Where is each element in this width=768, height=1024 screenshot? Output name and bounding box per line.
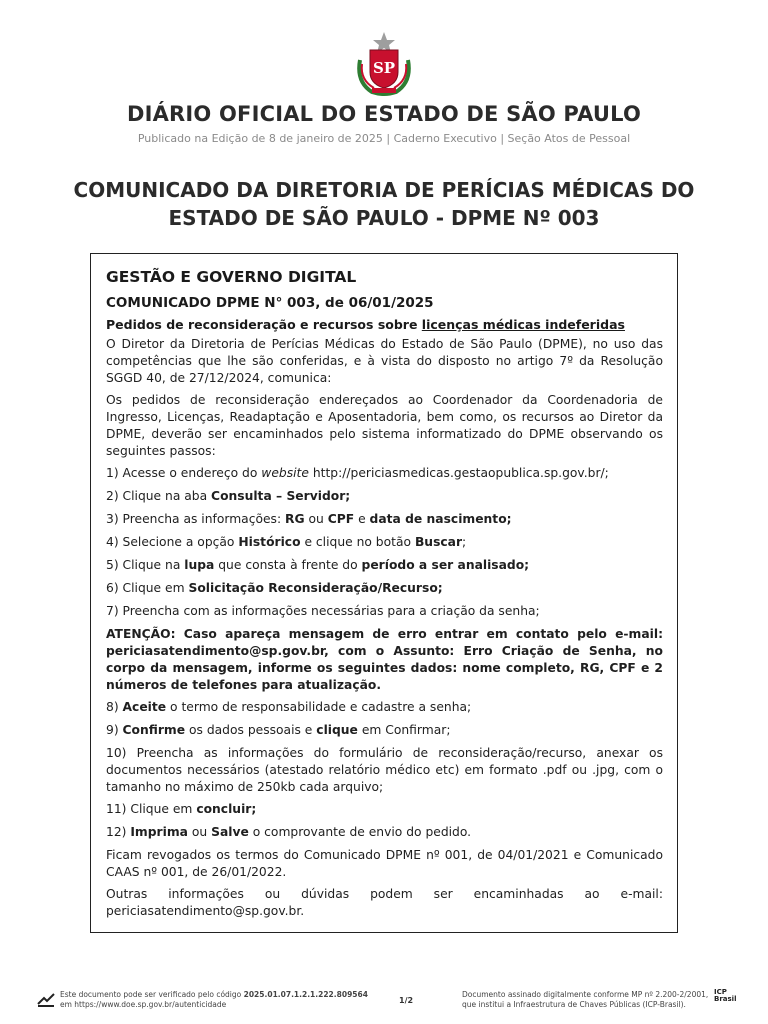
comunicado-id: COMUNICADO DPME N° 003, de 06/01/2025	[106, 295, 434, 311]
step-10: 10) Preencha as informações do formulário de reconsideração/recurso, anexar os documentos necessários (atestado relatório médico etc) em formato .pdf ou .jpg, com o tamanho no máximo de 250kb cada arquivo;	[106, 746, 663, 794]
page-number: 1/2	[399, 996, 414, 1005]
step-2: 2) Clique na aba Consulta – Servidor;	[106, 489, 351, 503]
subject-prefix: Pedidos de reconsideração e recursos sobre	[106, 317, 422, 332]
step-1: 1) Acesse o endereço do website http://periciasmedicas.gestaopublica.sp.gov.br/;	[106, 466, 609, 480]
step-5: 5) Clique na lupa que consta à frente do período a ser analisado;	[106, 558, 530, 572]
step-8: 8) Aceite o termo de responsabilidade e cadastre a senha;	[106, 700, 472, 714]
section-title: GESTÃO E GOVERNO DIGITAL	[106, 268, 357, 286]
steps-intro-paragraph: Os pedidos de reconsideração endereçados ao Coordenador da Coordenadoria de Ingresso, Licenças, Readaptação e Aposentadoria, bem como, os recursos ao Diretor da DPME, deverão ser encaminhados pelo sistema informatizado do DPME observando os seguintes passos:	[106, 393, 663, 458]
closing-paragraph: Outras informações ou dúvidas podem ser encaminhadas ao e-mail: periciasatendimento@sp.gov.br.	[106, 887, 663, 918]
step-6: 6) Clique em Solicitação Reconsideração/Recurso;	[106, 581, 443, 595]
step-9: 9) Confirme os dados pessoais e clique em Confirmar;	[106, 723, 451, 737]
document-title-line-1: COMUNICADO DA DIRETORIA DE PERÍCIAS MÉDICAS DO	[73, 178, 695, 202]
step-11: 11) Clique em concluir;	[106, 802, 257, 816]
verification-code: 2025.01.07.1.2.1.222.809564	[243, 990, 368, 999]
signature-notice: Documento assinado digitalmente conforme MP nº 2.200-2/2001, que institui a Infraestrutura de Chaves Públicas (ICP-Brasil).	[462, 990, 709, 1009]
subject	[106, 317, 663, 332]
step-7: 7) Preencha com as informações necessárias para a criação da senha;	[106, 604, 540, 618]
subject-underlined: licenças médicas indeferidas	[421, 317, 625, 332]
verification-text: Este documento pode ser verificado pelo código 2025.01.07.1.2.1.222.809564 em https://www.doe.sp.gov.br/autenticidade	[60, 990, 368, 1009]
verification-stamp-icon	[36, 990, 56, 1010]
publication-info: Publicado na Edição de 8 de janeiro de 2025 | Caderno Executivo | Seção Atos de Pessoal	[137, 132, 631, 145]
gazette-title: DIÁRIO OFICIAL DO ESTADO DE SÃO PAULO	[126, 102, 642, 126]
intro-paragraph: O Diretor da Diretoria de Perícias Médicas do Estado de São Paulo (DPME), no uso das competências que lhe são conferidas, e à vista do disposto no artigo 7º da Resolução SGGD 40, de 27/12/2024, comunica:	[106, 337, 663, 385]
sao-paulo-coat-of-arms-icon	[352, 30, 416, 98]
step-3: 3) Preencha as informações: RG ou CPF e data de nascimento;	[106, 512, 512, 526]
revocation-paragraph: Ficam revogados os termos do Comunicado DPME nº 001, de 04/01/2021 e Comunicado CAAS nº 001, de 26/01/2022.	[106, 848, 663, 879]
document-title	[40, 176, 728, 232]
page-footer	[0, 988, 768, 1018]
verification-url[interactable]: em https://www.doe.sp.gov.br/autenticidade	[60, 1000, 227, 1009]
attention-notice: ATENÇÃO: Caso apareça mensagem de erro entrar em contato pelo e-mail: periciasatendimento@sp.gov.br, com o Assunto: Erro Criação de Senha, no corpo da mensagem, informe os seguintes dados: nome completo, RG, CPF e 2 números de telefones para atualização.	[106, 627, 663, 692]
step-4: 4) Selecione a opção Histórico e clique no botão Buscar;	[106, 535, 467, 549]
svg-text:SP: SP	[372, 59, 396, 77]
document-title-line-2: ESTADO DE SÃO PAULO - DPME Nº 003	[168, 206, 600, 230]
step-12: 12) Imprima ou Salve o comprovante de envio do pedido.	[106, 825, 472, 839]
comunicado-box	[90, 253, 678, 933]
icp-brasil-logo: ICP Brasil	[714, 988, 737, 1003]
